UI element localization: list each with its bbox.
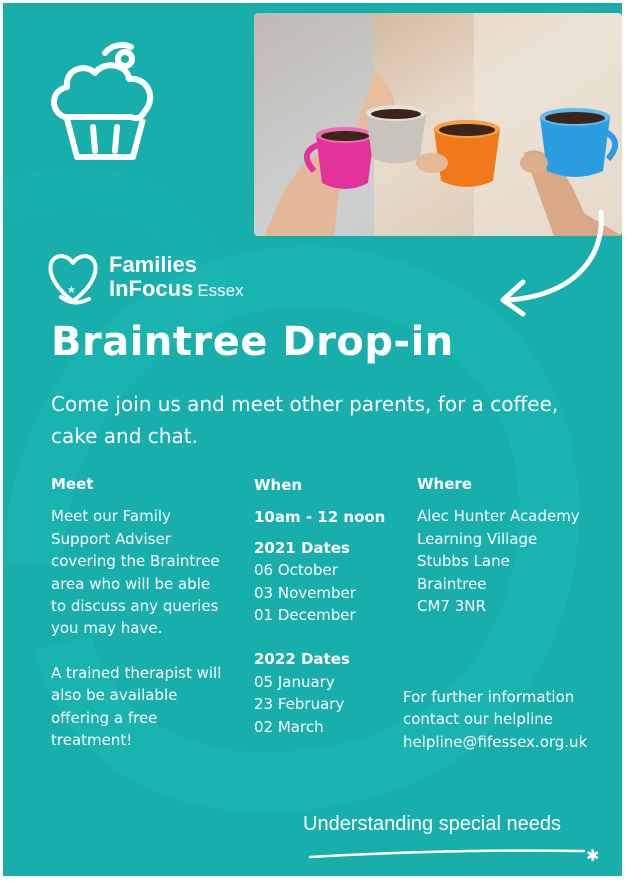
- page-title: Braintree Drop-in: [51, 319, 454, 365]
- coffee-cups-photo: [254, 13, 622, 236]
- coffee-cups-illustration: [254, 13, 622, 236]
- logo-line-infocus: [109, 277, 244, 303]
- cupcake-icon: [41, 39, 169, 167]
- logo-infocus: InFocus: [109, 276, 194, 301]
- families-infocus-logo-icon: [45, 249, 103, 309]
- address-line: Learning Village: [417, 529, 538, 548]
- when-time: 10am - 12 noon: [254, 508, 386, 527]
- further-info-line-1: For further information: [403, 688, 575, 706]
- dates-2022-heading: 2022 Dates: [254, 650, 350, 669]
- meet-paragraph-2: A trained therapist will also be available offering a free treatment!: [51, 663, 222, 750]
- address-line: CM7 3NR: [417, 597, 486, 616]
- tagline-underline-star-icon: [308, 841, 608, 865]
- svg-text:✱: ✱: [586, 846, 600, 865]
- date-2022: 05 January: [254, 672, 335, 691]
- date-2021: 06 October: [254, 561, 338, 580]
- poster: [3, 3, 622, 876]
- logo-essex: Essex: [197, 281, 244, 300]
- logo-line-families: Families: [109, 252, 198, 277]
- date-2022: 02 March: [254, 717, 324, 736]
- date-2022: 23 February: [254, 695, 345, 714]
- intro-text: Come join us and meet other parents, for a coffee, cake and chat.: [51, 392, 559, 448]
- where-heading: Where: [417, 475, 472, 493]
- dates-2021-heading: 2021 Dates: [254, 538, 350, 557]
- logo-wordmark: [109, 253, 244, 303]
- address-line: Braintree: [417, 574, 487, 593]
- meet-heading: Meet: [51, 475, 94, 493]
- curved-arrow-icon: [493, 208, 613, 318]
- where-column: [417, 473, 617, 617]
- meet-paragraph-1: Meet our Family Support Adviser covering the Braintree area who will be able to discuss any queries you may have.: [51, 507, 220, 638]
- further-info-line-2: contact our helpline: [403, 710, 554, 729]
- further-info: [403, 686, 618, 753]
- when-column: [254, 474, 404, 738]
- meet-column: [51, 473, 226, 751]
- svg-text:★: ★: [67, 285, 76, 296]
- helpline-email-link[interactable]: helpline@fifessex.org.uk: [403, 732, 588, 751]
- date-2021: 01 December: [254, 606, 356, 625]
- tagline: Understanding special needs: [303, 813, 561, 835]
- date-2021: 03 November: [254, 583, 356, 602]
- address-line: Alec Hunter Academy: [417, 507, 580, 526]
- when-heading: When: [254, 476, 303, 494]
- address-line: Stubbs Lane: [417, 552, 510, 571]
